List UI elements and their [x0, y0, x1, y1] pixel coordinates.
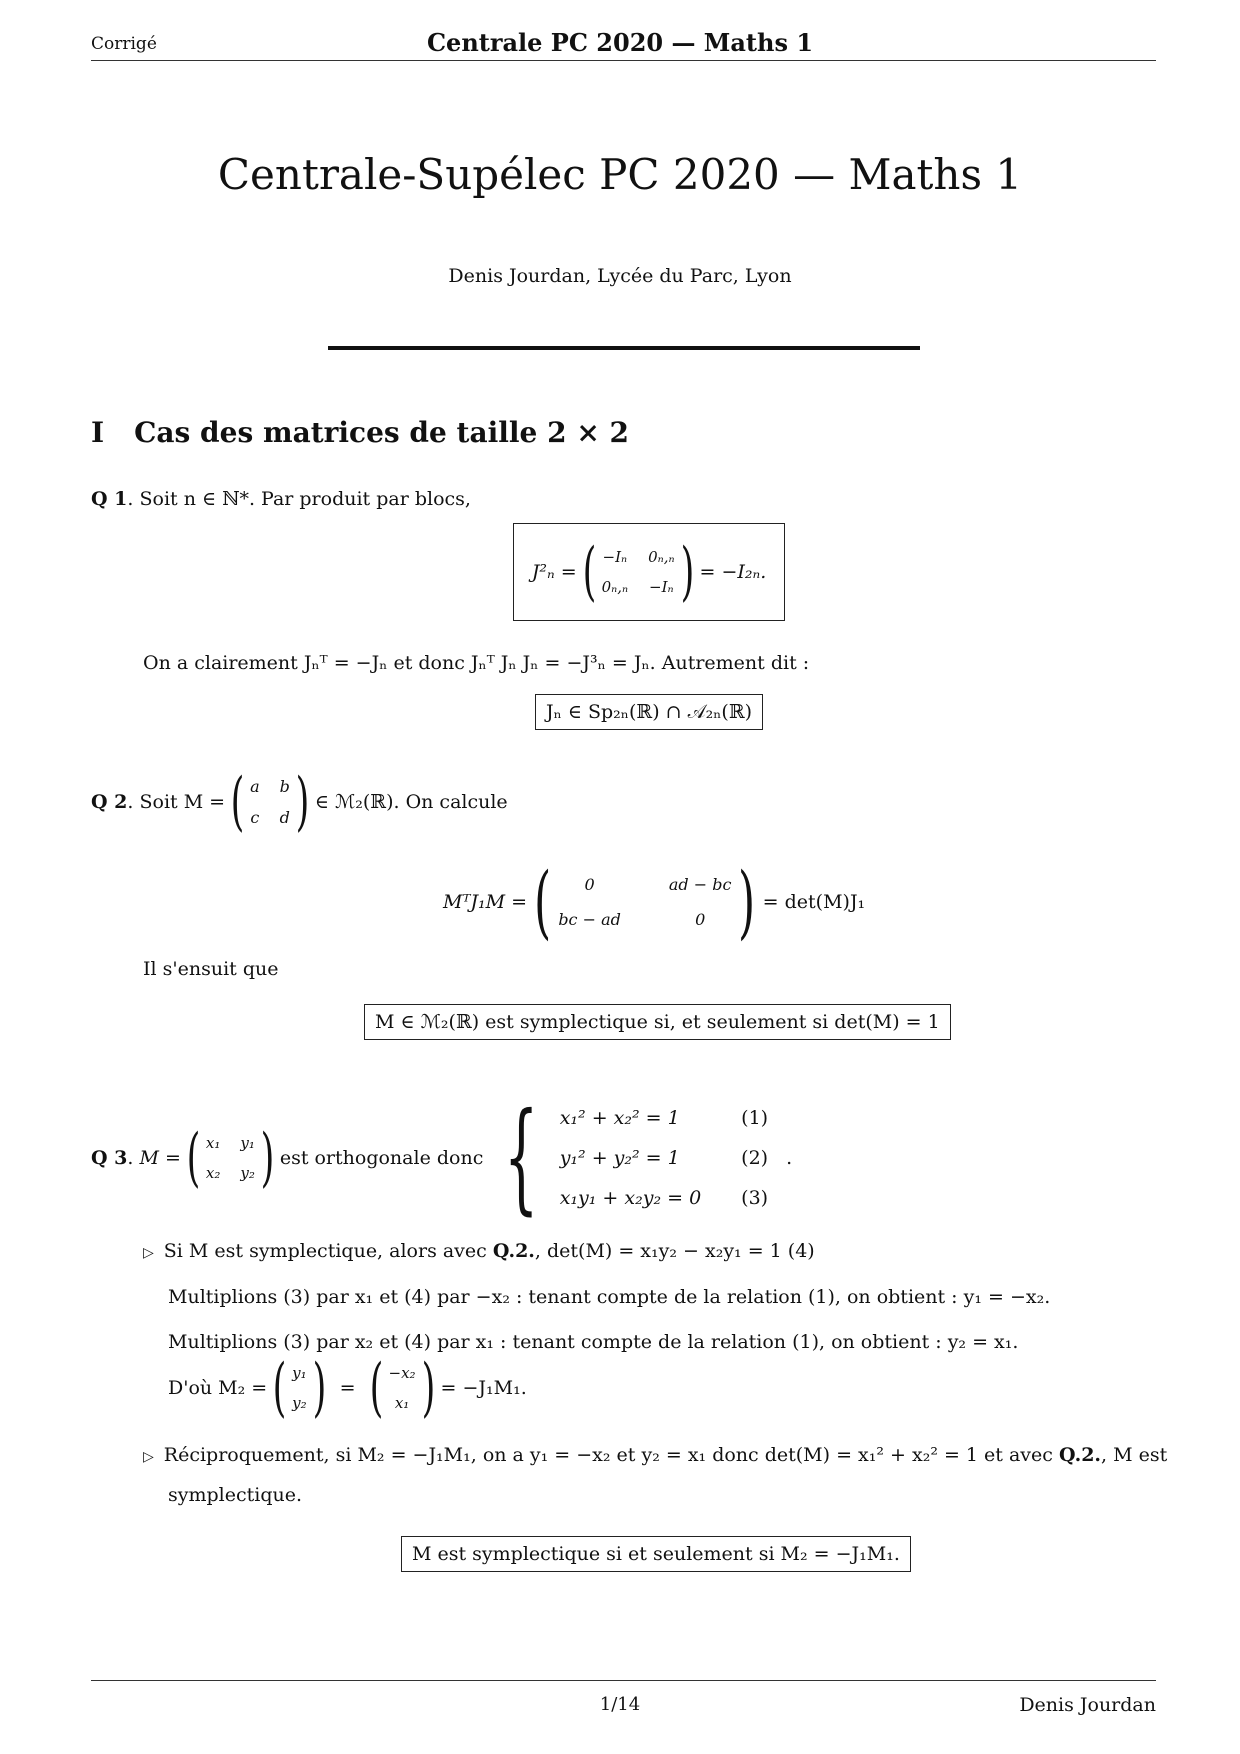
q3-b1-ref: Q.2. — [492, 1240, 535, 1262]
q3-intro-line: Q 3 . M = ( x₁ y₁ x₂ y₂ ) est orthogonale donc { x₁² + x₂² = 1 (1) y₁² + y₂² = 1 (2) x₁y₁ + x₂y₂ = 0 (3) . — [91, 1088, 793, 1227]
q3-matrix: ( x₁ y₁ x₂ y₂ ) — [186, 1121, 275, 1195]
page-number: 1/14 — [599, 1694, 641, 1715]
section-title: Cas des matrices de taille 2 × 2 — [134, 416, 630, 449]
q3-mid: est orthogonale donc — [279, 1147, 484, 1169]
q3-dou-line — [168, 1351, 527, 1425]
triangle-icon: ▷ — [143, 1449, 154, 1465]
q2-boxed-result: M ∈ ℳ₂(ℝ) est symplectique si, et seulement si det(M) = 1 — [364, 1004, 951, 1040]
sys-tag-2: (2) — [741, 1147, 769, 1169]
section-number: I — [91, 416, 105, 449]
page-title: Centrale-Supélec PC 2020 — Maths 1 — [217, 150, 1023, 199]
q2-matrix2: ( 0 ad − bc bc − ad 0 ) — [534, 855, 756, 948]
q1-m11: −Iₙ — [602, 548, 628, 566]
q2-text: Il s'ensuit que — [143, 958, 279, 980]
q3-bullet-2 — [143, 1444, 1167, 1466]
q2-n11: 0 — [584, 875, 595, 894]
q3-boxed-result: M est symplectique si et seulement si M₂ = −J₁M₁. — [401, 1536, 911, 1572]
q1-m12: 0ₙ,ₙ — [648, 548, 675, 566]
q3-vec2: ( −x₂ x₁ ) — [369, 1351, 435, 1425]
q2-n22: 0 — [695, 910, 706, 929]
sys-eq-2: y₁² + y₂² = 1 — [559, 1147, 680, 1169]
header-left: Corrigé — [91, 34, 157, 54]
q3-b2-post: , M est — [1101, 1444, 1168, 1466]
q3-m12: y₁ — [240, 1134, 255, 1152]
q2-n21: bc − ad — [558, 910, 621, 929]
sys-tag-3: (3) — [741, 1187, 769, 1209]
q1-rhs: = −I₂ₙ. — [699, 561, 767, 583]
q2-intro-line: Q 2 . Soit M = ( a b c d ) ∈ ℳ₂(ℝ). On calcule — [91, 765, 508, 839]
q2-display-equation — [443, 855, 866, 948]
running-title: Centrale PC 2020 — Maths 1 — [426, 28, 814, 57]
sys-eq-1: x₁² + x₂² = 1 — [559, 1107, 680, 1129]
q2-matrix: ( a b c d ) — [230, 765, 310, 839]
footer-rule — [91, 1680, 1156, 1681]
q1-intro: Soit n ∈ ℕ*. Par produit par blocs, — [139, 488, 471, 510]
q2-rhs: = det(M)J₁ — [762, 891, 866, 913]
header-rule — [91, 60, 1156, 61]
q1-m21: 0ₙ,ₙ — [601, 578, 629, 596]
q2-pre: Soit M = — [139, 791, 226, 813]
system-brace: { — [504, 1088, 539, 1227]
q3-m22: y₂ — [240, 1164, 255, 1182]
q2-m22: d — [279, 808, 290, 827]
q1-boxed-equation — [513, 523, 785, 621]
q3-vec1: ( y₁ y₂ ) — [272, 1351, 327, 1425]
vec2-b: x₁ — [394, 1394, 410, 1412]
q3-eq: = — [339, 1377, 356, 1399]
q3-pre: M = — [139, 1147, 181, 1169]
vec1-b: y₂ — [292, 1394, 307, 1412]
q3-m21: x₂ — [205, 1164, 221, 1182]
vec2-a: −x₂ — [388, 1364, 416, 1382]
author-line: Denis Jourdan, Lycée du Parc, Lyon — [448, 265, 792, 287]
q3-b1-pre: Si M est symplectique, alors avec — [163, 1240, 493, 1262]
q3-line-3: Multiplions (3) par x₂ et (4) par x₁ : tenant compte de la relation (1), on obtient : y₂ = x₁. — [168, 1331, 1019, 1353]
q1-m22: −Iₙ — [649, 578, 674, 596]
sys-tag-1: (1) — [741, 1107, 769, 1129]
q3-d-post: = −J₁M₁. — [440, 1377, 527, 1399]
q2-m11: a — [250, 777, 260, 796]
q1-intro-line: Q 1. Soit n ∈ ℕ*. Par produit par blocs, — [91, 488, 471, 510]
q2-post: ∈ ℳ₂(ℝ). On calcule — [314, 791, 508, 813]
q3-system — [560, 1107, 768, 1209]
q3-bullet-1 — [143, 1240, 815, 1262]
q3-b2-cont: symplectique. — [168, 1484, 303, 1506]
q2-label: Q 2 — [91, 791, 128, 813]
section-heading — [91, 416, 629, 449]
sys-eq-3: x₁y₁ + x₂y₂ = 0 — [559, 1187, 702, 1209]
q2-lhs: MᵀJ₁M = — [443, 891, 528, 913]
q3-b1-post: , det(M) = x₁y₂ − x₂y₁ = 1 (4) — [534, 1240, 815, 1262]
q3-d-pre: D'où M₂ = — [168, 1377, 268, 1399]
vec1-a: y₁ — [292, 1364, 307, 1382]
q3-label: Q 3 — [91, 1147, 128, 1169]
q3-b2-ref: Q.2. — [1058, 1444, 1102, 1466]
q2-m12: b — [279, 777, 290, 796]
q1-boxed-result: Jₙ ∈ Sp₂ₙ(ℝ) ∩ 𝒜₂ₙ(ℝ) — [535, 694, 763, 730]
q3-b2-pre: Réciproquement, si M₂ = −J₁M₁, on a y₁ = −x₂ et y₂ = x₁ donc det(M) = x₁² + x₂² = 1 et avec — [163, 1444, 1059, 1466]
q3-line-2: Multiplions (3) par x₁ et (4) par −x₂ : tenant compte de la relation (1), on obtient : y₁ = −x₂. — [168, 1286, 1051, 1308]
title-rule — [328, 346, 920, 350]
q3-dot: . — [786, 1147, 793, 1169]
q1-text: On a clairement Jₙᵀ = −Jₙ et donc Jₙᵀ Jₙ Jₙ = −J³ₙ = Jₙ. Autrement dit : — [143, 652, 810, 674]
q3-m11: x₁ — [205, 1134, 221, 1152]
footer-author: Denis Jourdan — [1019, 1694, 1156, 1716]
q1-lhs: J²ₙ = — [531, 561, 577, 583]
q1-label: Q 1 — [91, 488, 128, 510]
triangle-icon: ▷ — [143, 1245, 154, 1261]
q2-n12: ad − bc — [668, 875, 732, 894]
q1-matrix: ( −Iₙ 0ₙ,ₙ 0ₙ,ₙ −Iₙ ) — [582, 535, 694, 609]
q2-m21: c — [250, 808, 260, 827]
